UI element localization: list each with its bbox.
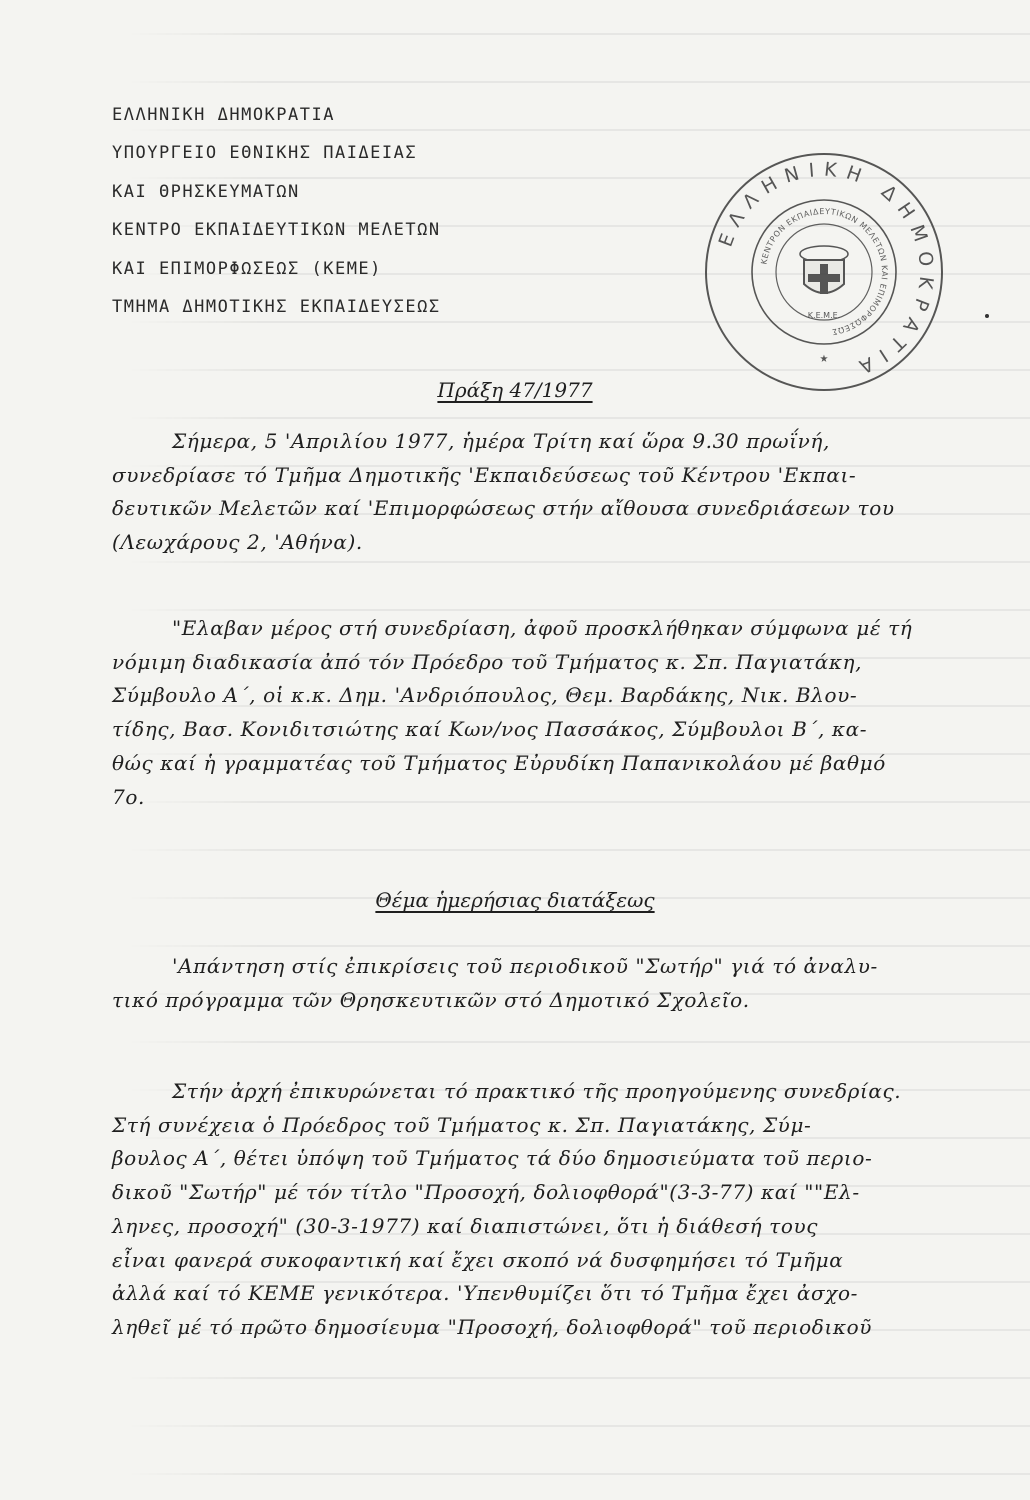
text-line: συνεδρίασε τό Τμῆμα Δημοτικῆς 'Εκπαιδεύσεως τοῦ Κέντρου 'Εκπαι- xyxy=(112,462,857,487)
text-line: νόμιμη διαδικασία ἀπό τόν Πρόεδρο τοῦ Τμήματος κ. Σπ. Παγιατάκη, xyxy=(112,649,863,674)
text-line: εἶναι φανερά συκοφαντική καί ἔχει σκοπό νά δυσφημήσει τό Τμῆμα xyxy=(112,1247,844,1272)
seal-outer-text: ΕΛΛΗΝΙΚΗ ΔΗΜΟΚΡΑΤΙΑ xyxy=(714,158,938,381)
text-line: Σύμβουλο Α΄, οἱ κ.κ. Δημ. 'Ανδριόπουλος, Θεμ. Βαρδάκης, Νικ. Βλου- xyxy=(112,683,858,708)
text-line: ληνες, προσοχή" (30-3-1977) καί διαπιστώνει, ὅτι ἡ διάθεσή τους xyxy=(112,1213,819,1238)
paragraph-proceedings xyxy=(112,1075,1022,1345)
text-line: θώς καί ἡ γραμματέας τοῦ Τμήματος Εὐρυδίκη Παπανικολάου μέ βαθμό xyxy=(112,750,886,775)
text-line: Στή συνέχεια ὁ Πρόεδρος τοῦ Τμήματος κ. Σπ. Παγιατάκης, Σύμ- xyxy=(112,1112,812,1137)
seal-inner-text: ΚΕΝΤΡΟΝ ΕΚΠΑΙΔΕΥΤΙΚΩΝ ΜΕΛΕΤΩΝ ΚΑΙ ΕΠΙΜΟΡΦΩΣΕΩΣ xyxy=(759,206,890,337)
text-line: Σήμερα, 5 'Απριλίου 1977, ἡμέρα Τρίτη καί ὥρα 9.30 πρωΐνή, xyxy=(172,429,830,453)
act-title: Πράξη 47/1977 xyxy=(437,378,593,402)
letterhead-line: ΚΕΝΤΡΟ ΕΚΠΑΙΔΕΥΤΙΚΩΝ ΜΕΛΕΤΩΝ xyxy=(112,220,441,241)
text-line: Στήν ἀρχή ἐπικυρώνεται τό πρακτικό τῆς προηγούμενης συνεδρίας. xyxy=(172,1079,902,1103)
text-line: ἀλλά καί τό ΚΕΜΕ γενικότερα. 'Υπενθυμίζει ὅτι τό Τμῆμα ἔχει ἀσχο- xyxy=(112,1281,858,1306)
stray-mark xyxy=(985,314,989,318)
text-line: ληθεῖ μέ τό πρῶτο δημοσίευμα "Προσοχή, δολιοφθορά" τοῦ περιοδικοῦ xyxy=(112,1314,872,1339)
letterhead-line: ΚΑΙ ΕΠΙΜΟΡΦΩΣΕΩΣ (ΚΕΜΕ) xyxy=(112,258,382,279)
coat-of-arms-icon xyxy=(800,246,848,294)
text-line: τικό πρόγραμμα τῶν Θρησκευτικῶν στό Δημοτικό Σχολεῖο. xyxy=(112,987,750,1012)
letterhead-line: ΚΑΙ ΘΡΗΣΚΕΥΜΑΤΩΝ xyxy=(112,181,300,202)
letterhead-line: ΕΛΛΗΝΙΚΗ ΔΗΜΟΚΡΑΤΙΑ xyxy=(112,105,335,125)
text-line: δικοῦ "Σωτήρ" μέ τόν τίτλο "Προσοχή, δολιοφθορά"(3-3-77) καί ""Ελ- xyxy=(112,1180,860,1205)
text-line: βουλος Α΄, θέτει ὑπόψη τοῦ Τμήματος τά δύο δημοσιεύματα τοῦ περιο- xyxy=(112,1146,873,1171)
seal-abbrev: Κ.Ε.Μ.Ε. xyxy=(807,311,841,320)
letterhead xyxy=(112,96,441,326)
letterhead-line: ΤΜΗΜΑ ΔΗΜΟΤΙΚΗΣ ΕΚΠΑΙΔΕΥΣΕΩΣ xyxy=(112,297,441,318)
paragraph-meeting-opening xyxy=(112,425,1022,560)
text-line: τίδης, Βασ. Κονιδιτσιώτης καί Κων/νος Πασσάκος, Σύμβουλοι Β΄, κα- xyxy=(112,717,868,742)
seal-graphic xyxy=(700,148,948,396)
text-line: (Λεωχάρους 2, 'Αθήνα). xyxy=(112,530,363,555)
paragraph-agenda-topic xyxy=(112,950,1022,1017)
star-icon: ★ xyxy=(819,350,829,366)
text-line: δευτικῶν Μελετῶν καί 'Επιμορφώσεως στήν αἴθουσα συνεδριάσεων του xyxy=(112,496,895,521)
letterhead-line: ΥΠΟΥΡΓΕΙΟ ΕΘΝΙΚΗΣ ΠΑΙΔΕΙΑΣ xyxy=(112,143,418,164)
official-seal xyxy=(700,148,948,396)
agenda-heading: Θέμα ἡμερήσιας διατάξεως xyxy=(375,888,655,912)
paragraph-attendees xyxy=(112,612,1022,814)
text-line: "Ελαβαν μέρος στή συνεδρίαση, ἀφοῦ προσκλήθηκαν σύμφωνα μέ τή xyxy=(172,616,913,640)
text-line: 7ο. xyxy=(112,784,145,809)
text-line: 'Απάντηση στίς ἐπικρίσεις τοῦ περιοδικοῦ "Σωτήρ" γιά τό ἀναλυ- xyxy=(172,954,878,978)
